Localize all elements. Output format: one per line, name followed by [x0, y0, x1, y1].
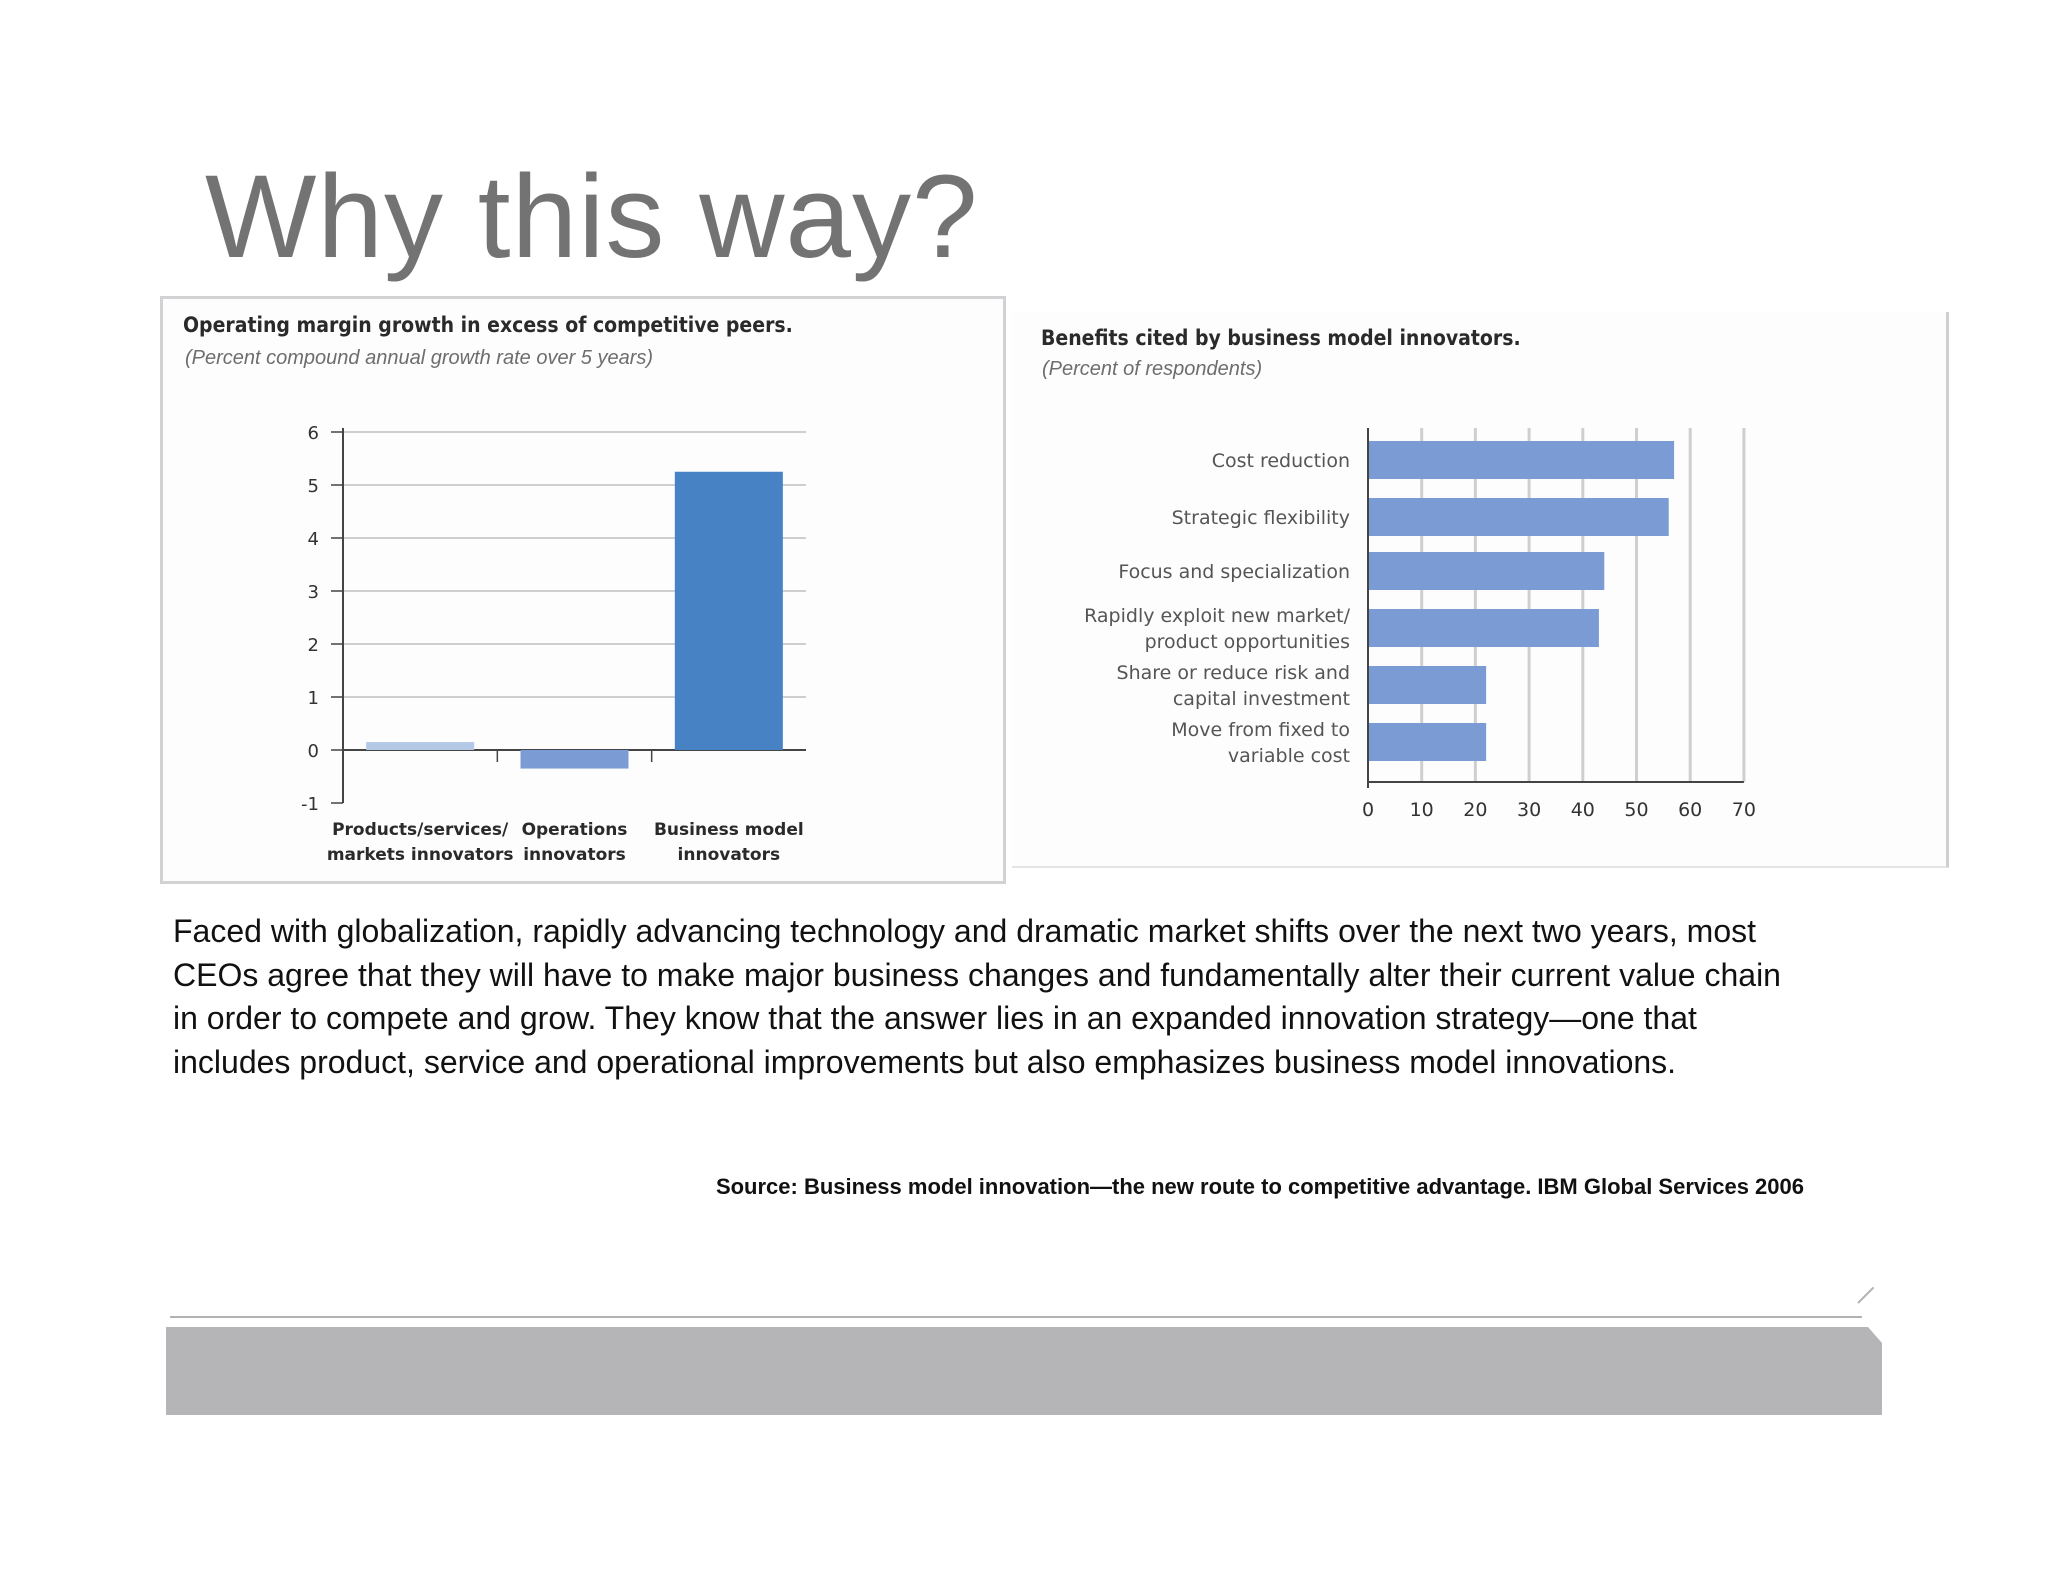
x-tick-label: innovators: [677, 845, 781, 865]
x-tick-label: 70: [1731, 799, 1756, 821]
y-tick-label: 0: [307, 741, 319, 762]
bar: [1369, 723, 1486, 761]
page-title: Why this way?: [205, 151, 979, 283]
body-paragraph: Faced with globalization, rapidly advancing technology and dramatic market shifts over the next two years, most CEOs agree that they will have to make major business changes and fundamentally alter their current value chain in order to compete and grow. They know that the answer lies in an expanded innovation strategy—one that includes product, service and operational improvements but also emphasizes business model innovations.: [173, 913, 1781, 1080]
chart-panel-operating-margin: [160, 296, 1006, 884]
chart-subtitle: (Percent compound annual growth rate over 5 years): [185, 347, 654, 369]
category-label: product opportunities: [1144, 631, 1350, 653]
category-label: capital investment: [1172, 688, 1350, 710]
x-tick-label: innovators: [523, 845, 626, 865]
x-tick-label: 0: [1361, 799, 1375, 821]
chart-subtitle: (Percent of respondents): [1042, 358, 1263, 380]
chart-title: Benefits cited by business model innovators.: [1041, 326, 1521, 350]
y-tick-label: -1: [301, 794, 319, 815]
bar: [1369, 552, 1604, 590]
y-tick-label: 4: [307, 529, 319, 550]
bar: [1369, 441, 1674, 479]
benefits-horizontal-bar-chart: [1012, 312, 1946, 864]
bar: [366, 742, 474, 750]
bar: [1369, 498, 1669, 536]
x-tick-label: 40: [1570, 799, 1595, 821]
x-tick-label: markets innovators: [326, 845, 514, 865]
category-label: Share or reduce risk and: [1116, 662, 1350, 684]
chart-panel-benefits: [1012, 312, 1949, 868]
bar: [1369, 666, 1486, 704]
source-citation: Source: Business model innovation—the new route to competitive advantage. IBM Global Services 2006: [715, 1174, 1804, 1199]
operating-margin-bar-chart: [163, 299, 1003, 881]
y-tick-label: 2: [307, 635, 319, 656]
category-label: Cost reduction: [1211, 450, 1350, 472]
y-tick-label: 5: [307, 476, 319, 497]
bar: [521, 750, 629, 769]
x-tick-label: Business model: [653, 820, 804, 840]
y-tick-label: 6: [307, 423, 319, 444]
x-tick-label: 10: [1409, 799, 1434, 821]
x-tick-label: 60: [1678, 799, 1703, 821]
x-tick-label: 50: [1624, 799, 1649, 821]
category-label: Focus and specialization: [1118, 561, 1350, 583]
y-tick-label: 3: [307, 582, 319, 603]
x-tick-label: Products/services/: [332, 820, 509, 840]
category-label: Strategic flexibility: [1171, 507, 1350, 529]
category-label: Rapidly exploit new market/: [1084, 605, 1350, 627]
footer-divider: [170, 1316, 1862, 1318]
y-tick-label: 1: [307, 688, 319, 709]
footer-band: [166, 1327, 1882, 1415]
bar: [1369, 609, 1599, 647]
x-tick-label: 20: [1463, 799, 1488, 821]
footer-divider-corner: [1857, 1287, 1874, 1304]
category-label: variable cost: [1227, 745, 1350, 767]
x-tick-label: 30: [1517, 799, 1542, 821]
category-label: Move from fixed to: [1171, 719, 1350, 741]
x-tick-label: Operations: [521, 820, 628, 840]
chart-title: Operating margin growth in excess of competitive peers.: [183, 313, 793, 337]
bar: [675, 472, 783, 750]
